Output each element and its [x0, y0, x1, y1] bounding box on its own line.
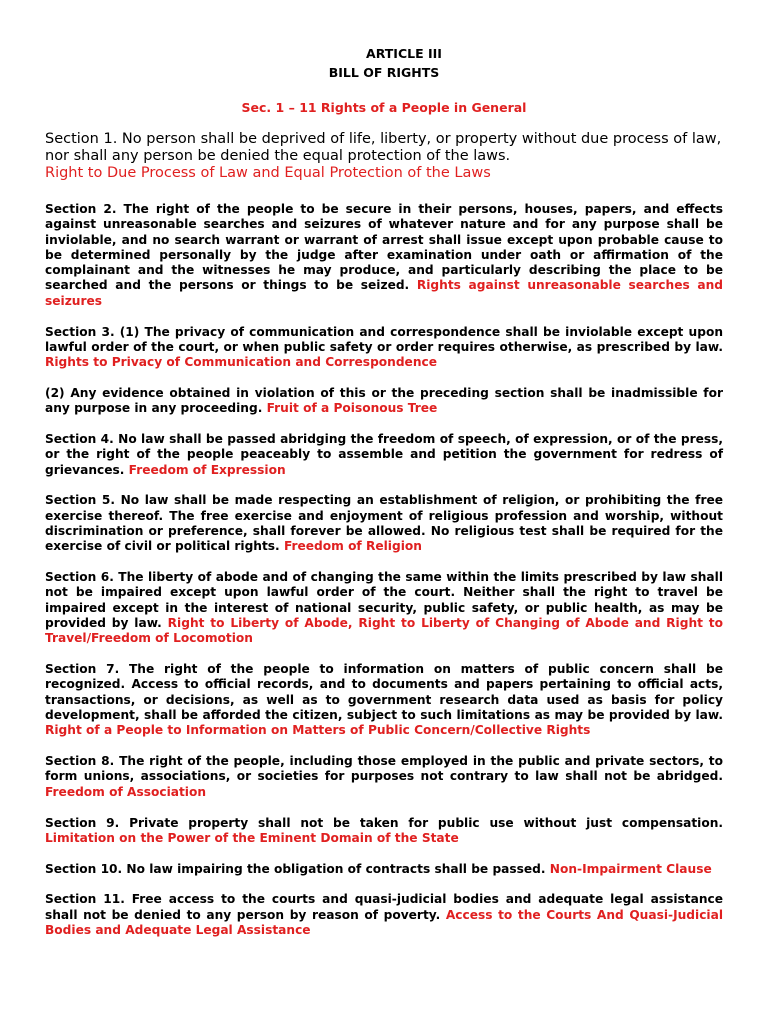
section-7-label: Right of a People to Information on Matters of Public Concern/Collective Rights: [45, 723, 591, 738]
section-2: [45, 202, 723, 309]
section-11: [45, 892, 723, 938]
section-1-text: Section 1. No person shall be deprived of life, liberty, or property without due process of law, nor shall any person be denied the equal protection of the laws.: [45, 131, 722, 164]
section-6-label: Right to Liberty of Abode, Right to Liberty of Changing of Abode and Right to Travel/Freedom of Locomotion: [45, 616, 723, 646]
section-3-2-text: (2) Any evidence obtained in violation of this or the preceding section shall be inadmissible for any purpose in any proceeding.: [45, 385, 723, 416]
section-1-label: Right to Due Process of Law and Equal Protection of the Laws: [45, 165, 491, 181]
bill-heading: BILL OF RIGHTS: [328, 65, 440, 80]
section-5-label: Freedom of Religion: [283, 539, 422, 554]
section-6: [45, 570, 723, 646]
article-heading: ARTICLE III: [366, 46, 442, 61]
section-4-label: Freedom of Expression: [128, 462, 286, 477]
section-3-1: [45, 325, 723, 371]
section-9-label: Limitation on the Power of the Eminent Domain of the State: [45, 830, 459, 845]
section-7: [45, 662, 723, 738]
section-7-text: Section 7. The right of the people to information on matters of public concern shall be recognized. Access to official records, and to documents and papers pertaining to official acts, transactions, or decisions, as well as to government research data used as basis for policy development, shall be afforded the citizen, subject to such limitations as may be provided by law.: [45, 662, 723, 723]
section-2-text: Section 2. The right of the people to be secure in their persons, houses, papers, and effects against unreasonable searches and seizures of whatever nature and for any purpose shall be inviolable, and no search warrant or warrant of arrest shall issue except upon probable cause to be determined personally by the judge after examination under oath or affirmation of the complainant and the witnesses he may produce, and particularly describing the place to be searched and the persons or things to be seized.: [45, 202, 723, 293]
section-8-label: Freedom of Association: [45, 784, 207, 799]
section-2-label: Rights against unreasonable searches and seizures: [45, 278, 723, 308]
section-range-subtitle: Sec. 1 – 11 Rights of a People in General: [241, 100, 527, 115]
section-4: [45, 432, 723, 478]
section-10-text: Section 10. No law impairing the obligation of contracts shall be passed.: [45, 861, 546, 876]
section-6-text: Section 6. The liberty of abode and of changing the same within the limits prescribed by law shall not be impaired except upon lawful order of the court. Neither shall the right to travel be impaired except in the interest of national security, public safety, or public health, as may be provided by law.: [45, 570, 723, 631]
section-3-2: [45, 386, 723, 417]
document-page: [45, 40, 723, 938]
section-10: [45, 862, 723, 877]
section-3-1-text: Section 3. (1) The privacy of communication and correspondence shall be inviolable except upon lawful order of the court, or when public safety or order requires otherwise, as prescribed by law.: [45, 324, 723, 354]
section-10-label: Non-Impairment Clause: [549, 861, 712, 876]
section-8-text: Section 8. The right of the people, including those employed in the public and private sectors, to form unions, associations, or societies for purposes not contrary to law shall not be abridged.: [45, 754, 723, 784]
section-3-2-label: Fruit of a Poisonous Tree: [266, 401, 438, 416]
section-4-text: Section 4. No law shall be passed abridging the freedom of speech, of expression, or of the press, or the right of the people peaceably to assemble and petition the government for redress of grievances.: [45, 432, 723, 477]
section-11-label: Access to the Courts And Quasi-Judicial Bodies and Adequate Legal Assistance: [45, 907, 723, 937]
section-1: [45, 131, 723, 182]
section-9: [45, 816, 723, 847]
section-8: [45, 754, 723, 800]
section-11-text: Section 11. Free access to the courts and quasi-judicial bodies and adequate legal assistance shall not be denied to any person by reason of poverty.: [45, 892, 723, 922]
section-9-text: Section 9. Private property shall not be taken for public use without just compensation.: [45, 815, 723, 830]
section-5: [45, 493, 723, 554]
section-3-1-label: Rights to Privacy of Communication and Correspondence: [45, 355, 437, 370]
section-5-text: Section 5. No law shall be made respecting an establishment of religion, or prohibiting the free exercise thereof. The free exercise and enjoyment of religious profession and worship, without discrimination or preference, shall forever be allowed. No religious test shall be required for the exercise of civil or political rights.: [45, 493, 723, 554]
